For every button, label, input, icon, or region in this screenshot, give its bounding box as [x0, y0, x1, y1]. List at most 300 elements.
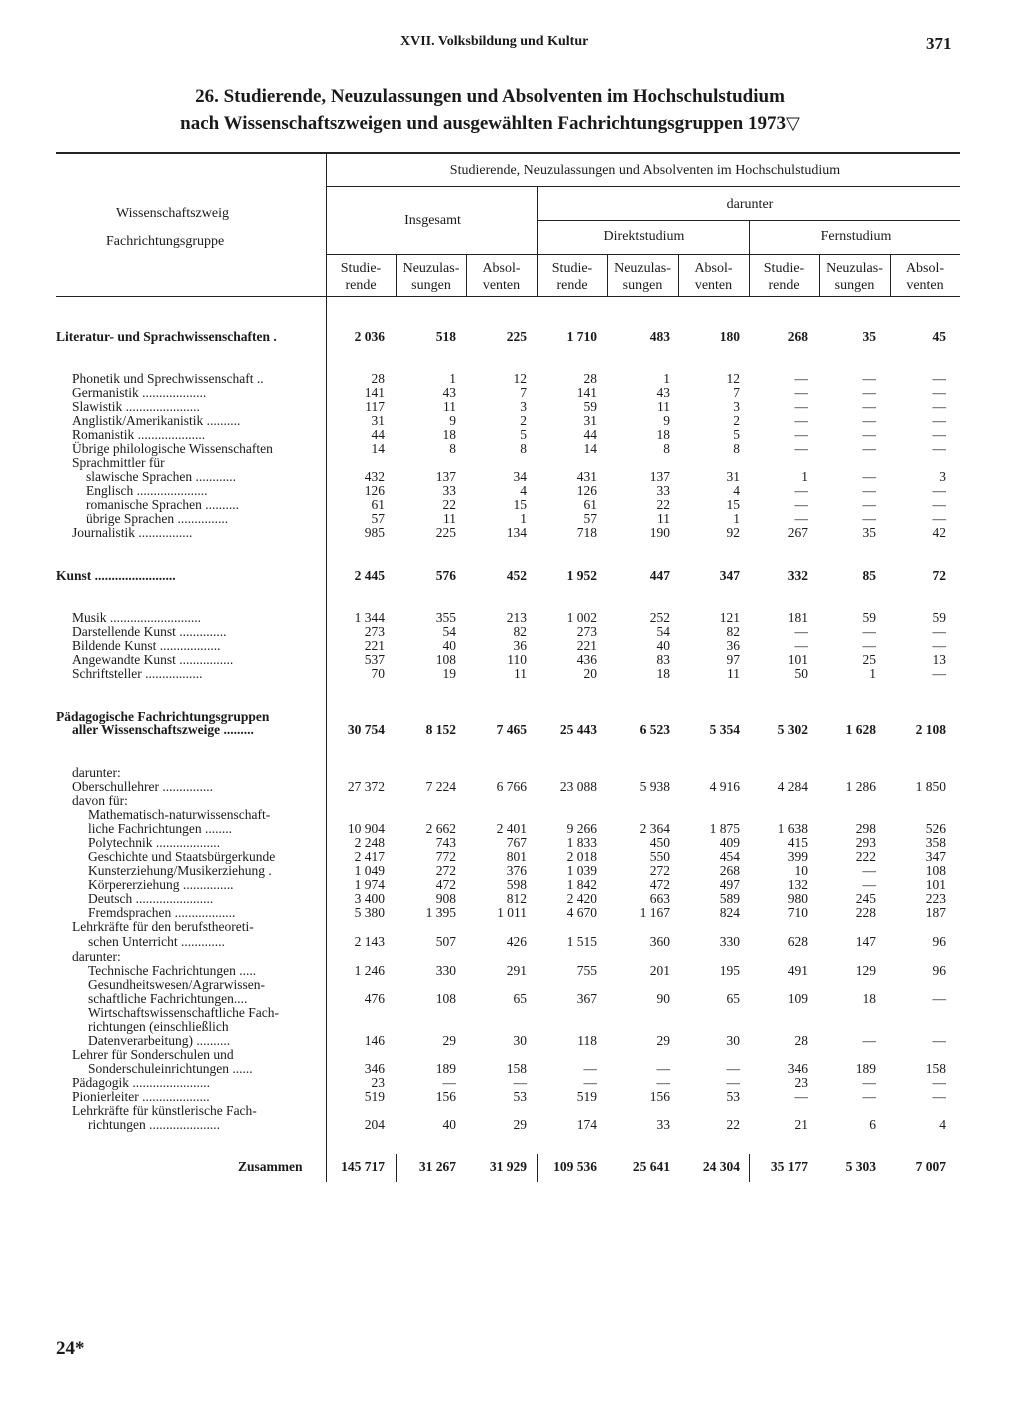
table-cell: 1 875 — [709, 821, 740, 836]
table-cell: 330 — [435, 963, 456, 978]
row-label: aller Wissenschaftszweige ......... — [72, 722, 254, 737]
table-cell: — — [656, 1061, 670, 1076]
table-cell: 10 — [794, 863, 808, 878]
row-label: Literatur- und Sprachwissenschaften . — [56, 329, 277, 344]
table-cell: 189 — [855, 1061, 876, 1076]
table-cell: 1 — [869, 666, 876, 681]
table-cell: — — [794, 624, 808, 639]
table-cell: 35 177 — [770, 1159, 808, 1174]
table-cell: 54 — [442, 624, 456, 639]
row-label: romanische Sprachen .......... — [86, 497, 239, 512]
table-cell: 8 152 — [425, 722, 456, 737]
table-cell: 137 — [649, 469, 670, 484]
row-label: Musik ........................... — [72, 610, 202, 625]
table-cell: 589 — [719, 891, 740, 906]
table-cell: 5 354 — [709, 722, 740, 737]
table-cell: — — [862, 1075, 876, 1090]
table-cell: 11 — [727, 666, 740, 681]
table-cell: 1 286 — [845, 779, 876, 794]
row-label: Oberschullehrer ............... — [72, 779, 213, 794]
table-cell: 1 344 — [354, 610, 385, 625]
table-cell: 29 — [656, 1033, 670, 1048]
table-cell: 31 — [583, 413, 597, 428]
row-label: richtungen (einschließlich — [88, 1019, 229, 1034]
table-cell: 36 — [726, 638, 740, 653]
table-cell: — — [794, 399, 808, 414]
row-label: Bildende Kunst .................. — [72, 638, 221, 653]
table-cell: 812 — [506, 891, 527, 906]
table-cell: 190 — [649, 525, 670, 540]
table-cell: 519 — [364, 1089, 385, 1104]
table-cell: 767 — [506, 835, 527, 850]
table-cell: 5 — [520, 427, 527, 442]
table-cell: 11 — [443, 511, 456, 526]
header-rule-subcols — [326, 254, 960, 255]
header-vline-stub — [326, 152, 327, 1182]
table-cell: 273 — [364, 624, 385, 639]
table-cell: 109 536 — [553, 1159, 597, 1174]
header-fernstudium: Fernstudium — [820, 229, 892, 244]
table-cell: 129 — [855, 963, 876, 978]
row-label: Schriftsteller ................. — [72, 666, 203, 681]
table-cell: 267 — [787, 525, 808, 540]
table-cell: 9 266 — [566, 821, 597, 836]
table-cell: 772 — [435, 849, 456, 864]
table-cell: 3 — [939, 469, 946, 484]
table-cell: 472 — [649, 877, 670, 892]
row-label: Körpererziehung ............... — [88, 877, 234, 892]
table-cell: 33 — [656, 483, 670, 498]
table-title — [40, 84, 940, 137]
table-cell: 54 — [656, 624, 670, 639]
table-cell: 65 — [513, 991, 527, 1006]
table-cell: — — [862, 1033, 876, 1048]
table-cell: 156 — [649, 1089, 670, 1104]
table-cell: 189 — [435, 1061, 456, 1076]
row-label: Darstellende Kunst .............. — [72, 624, 227, 639]
table-cell: 96 — [932, 934, 946, 949]
table-cell: 483 — [649, 329, 670, 344]
table-cell: 5 380 — [354, 905, 385, 920]
row-label: Journalistik ................ — [72, 525, 193, 540]
table-cell: — — [442, 1075, 456, 1090]
table-cell: — — [794, 385, 808, 400]
table-cell: 158 — [506, 1061, 527, 1076]
table-cell: 90 — [656, 991, 670, 1006]
table-cell: — — [656, 1075, 670, 1090]
table-cell: 126 — [364, 483, 385, 498]
table-cell: 1 167 — [639, 905, 670, 920]
table-cell: 3 400 — [354, 891, 385, 906]
table-cell: 92 — [726, 525, 740, 540]
col-header-studierende-3: Studie- rende — [763, 261, 805, 293]
table-cell: 598 — [506, 877, 527, 892]
table-cell: 7 — [520, 385, 527, 400]
table-cell: 126 — [576, 483, 597, 498]
table-cell: 5 303 — [845, 1159, 876, 1174]
table-cell: 6 — [869, 1117, 876, 1132]
table-cell: — — [794, 441, 808, 456]
table-cell: 519 — [576, 1089, 597, 1104]
table-cell: — — [932, 399, 946, 414]
table-cell: — — [932, 441, 946, 456]
table-cell: 121 — [719, 610, 740, 625]
table-cell: 24 304 — [702, 1159, 740, 1174]
table-cell: 44 — [371, 427, 385, 442]
row-label: Fremdsprachen .................. — [88, 905, 236, 920]
table-cell: 272 — [435, 863, 456, 878]
table-cell: 507 — [435, 934, 456, 949]
table-cell: 132 — [787, 877, 808, 892]
stub-header-2: Fachrichtungsgruppe — [106, 234, 225, 249]
table-cell: 550 — [649, 849, 670, 864]
table-cell: 450 — [649, 835, 670, 850]
table-cell: 7 007 — [915, 1159, 946, 1174]
table-cell: 137 — [435, 469, 456, 484]
row-label: Lehrkräfte für den berufstheoreti- — [72, 919, 254, 934]
table-cell: 118 — [577, 1033, 597, 1048]
table-cell: 1 952 — [566, 568, 597, 583]
row-label: Slawistik ...................... — [72, 399, 200, 414]
table-cell: 346 — [787, 1061, 808, 1076]
table-cell: 3 — [520, 399, 527, 414]
table-cell: — — [862, 624, 876, 639]
table-cell: — — [794, 1089, 808, 1104]
table-cell: 14 — [371, 441, 385, 456]
table-cell: 109 — [787, 991, 808, 1006]
table-cell: 42 — [932, 525, 946, 540]
header-direktstudium: Direktstudium — [603, 229, 685, 244]
table-cell: — — [932, 991, 946, 1006]
table-cell: — — [513, 1075, 527, 1090]
table-cell: 35 — [862, 525, 876, 540]
table-cell: 108 — [435, 991, 456, 1006]
body-sep-c — [749, 1154, 750, 1182]
row-label: Geschichte und Staatsbürgerkunde — [88, 849, 276, 864]
table-cell: 10 904 — [347, 821, 385, 836]
table-cell: 1 — [520, 511, 527, 526]
table-cell: 1 — [733, 511, 740, 526]
row-label: Pädagogik ....................... — [72, 1075, 210, 1090]
row-label: richtungen ..................... — [88, 1117, 220, 1132]
row-label: Übrige philologische Wissenschaften — [72, 441, 273, 456]
table-cell: 22 — [442, 497, 456, 512]
table-cell: 330 — [719, 934, 740, 949]
table-cell: 452 — [506, 568, 527, 583]
table-cell: 272 — [649, 863, 670, 878]
header-rule-top-group — [326, 186, 960, 187]
table-cell: 801 — [506, 849, 527, 864]
table-cell: 1 842 — [566, 877, 597, 892]
table-cell: — — [862, 371, 876, 386]
table-cell: 141 — [364, 385, 385, 400]
table-cell: 181 — [787, 610, 808, 625]
table-cell: 4 916 — [709, 779, 740, 794]
table-cell: 70 — [371, 666, 385, 681]
row-label: Sprachmittler für — [72, 455, 165, 470]
table-cell: 1 833 — [566, 835, 597, 850]
table-cell: — — [932, 624, 946, 639]
table-cell: 376 — [506, 863, 527, 878]
table-cell: 2 662 — [425, 821, 456, 836]
table-cell: — — [862, 497, 876, 512]
header-insgesamt: Insgesamt — [404, 213, 461, 228]
table-cell: — — [932, 511, 946, 526]
table-cell: — — [726, 1075, 740, 1090]
table-cell: 518 — [435, 329, 456, 344]
table-cell: 252 — [649, 610, 670, 625]
table-cell: 85 — [862, 568, 876, 583]
table-cell: 1 — [801, 469, 808, 484]
table-cell: 399 — [787, 849, 808, 864]
table-cell: 12 — [726, 371, 740, 386]
table-cell: 454 — [719, 849, 740, 864]
table-cell: 29 — [513, 1117, 527, 1132]
stub-header-1: Wissenschaftszweig — [116, 206, 229, 221]
header-top-rule — [56, 152, 960, 154]
table-cell: 8 — [733, 441, 740, 456]
table-cell: 65 — [726, 991, 740, 1006]
row-label: Gesundheitswesen/Agrarwissen- — [88, 977, 265, 992]
title-line-1: 26. Studierende, Neuzulassungen und Absolventen im Hochschulstudium — [195, 86, 785, 107]
table-cell: 332 — [787, 568, 808, 583]
table-cell: 158 — [925, 1061, 946, 1076]
row-label: Englisch ..................... — [86, 483, 208, 498]
table-cell: 25 641 — [632, 1159, 670, 1174]
table-cell: 61 — [583, 497, 597, 512]
table-cell: 30 — [726, 1033, 740, 1048]
table-cell: — — [932, 483, 946, 498]
table-cell: 29 — [442, 1033, 456, 1048]
header-group-top: Studierende, Neuzulassungen und Absolventen im Hochschulstudium — [449, 163, 841, 178]
table-cell: 5 938 — [639, 779, 670, 794]
row-label: Germanistik ................... — [72, 385, 207, 400]
col-header-neuzulassungen-3: Neuzulas- sungen — [826, 261, 883, 293]
table-cell: 59 — [932, 610, 946, 625]
table-cell: — — [932, 1089, 946, 1104]
table-cell: 1 011 — [497, 905, 527, 920]
table-cell: 8 — [663, 441, 670, 456]
table-cell: 213 — [506, 610, 527, 625]
table-cell: — — [862, 413, 876, 428]
table-cell: 59 — [583, 399, 597, 414]
table-cell: 426 — [506, 934, 527, 949]
table-cell: 40 — [442, 1117, 456, 1132]
table-cell: 743 — [435, 835, 456, 850]
table-cell: 53 — [726, 1089, 740, 1104]
row-label: Pionierleiter .................... — [72, 1089, 210, 1104]
table-cell: — — [932, 666, 946, 681]
row-label: übrige Sprachen ............... — [86, 511, 229, 526]
table-cell: 2 445 — [354, 568, 385, 583]
table-cell: — — [932, 371, 946, 386]
body-sep-a — [396, 1154, 397, 1182]
table-cell: 2 364 — [639, 821, 670, 836]
table-cell: 9 — [663, 413, 670, 428]
table-cell: 346 — [364, 1061, 385, 1076]
table-cell: 59 — [862, 610, 876, 625]
table-cell: — — [862, 427, 876, 442]
col-header-neuzulassungen-1: Neuzulas- sungen — [402, 261, 460, 293]
table-cell: 576 — [435, 568, 456, 583]
table-cell: 447 — [649, 568, 670, 583]
table-cell: 8 — [449, 441, 456, 456]
table-cell: — — [862, 469, 876, 484]
table-cell: 30 — [513, 1033, 527, 1048]
col-header-absolventen-1: Absol- venten — [482, 261, 521, 293]
table-cell: — — [794, 371, 808, 386]
table-cell: 134 — [506, 525, 527, 540]
table-cell: 53 — [513, 1089, 527, 1104]
table-cell: 347 — [719, 568, 740, 583]
table-cell: — — [932, 413, 946, 428]
col-header-absolventen-3: Absol- venten — [905, 261, 945, 293]
row-label: liche Fachrichtungen ........ — [88, 821, 232, 836]
table-cell: 23 — [371, 1075, 385, 1090]
row-label: Datenverarbeitung) .......... — [88, 1033, 231, 1048]
table-cell: 8 — [520, 441, 527, 456]
table-cell: 472 — [435, 877, 456, 892]
table-cell: — — [862, 511, 876, 526]
table-cell: 57 — [583, 511, 597, 526]
table-cell: 27 372 — [347, 779, 385, 794]
table-cell: 2 108 — [915, 722, 946, 737]
table-cell: 97 — [726, 652, 740, 667]
table-cell: 3 — [733, 399, 740, 414]
table-cell: 147 — [855, 934, 876, 949]
table-cell: 1 395 — [425, 905, 456, 920]
table-cell: 201 — [649, 963, 670, 978]
row-label: Pädagogische Fachrichtungsgruppen — [56, 709, 270, 724]
row-label: Wirtschaftswissenschaftliche Fach- — [88, 1005, 280, 1020]
triangle-mark-icon: ▽ — [785, 113, 800, 133]
table-cell: 18 — [862, 991, 876, 1006]
table-cell: 33 — [656, 1117, 670, 1132]
header-bottom-rule — [56, 296, 960, 297]
table-cell: 526 — [925, 821, 946, 836]
table-cell: 5 — [733, 427, 740, 442]
table-cell: 108 — [435, 652, 456, 667]
table-cell: — — [862, 441, 876, 456]
table-cell: 44 — [583, 427, 597, 442]
header-darunter: darunter — [726, 197, 774, 212]
table-cell: — — [932, 638, 946, 653]
table-cell: 1 049 — [354, 863, 385, 878]
table-cell: 225 — [506, 329, 527, 344]
title-line-2: nach Wissenschaftszweigen und ausgewählten Fachrichtungsgruppen 1973▽ — [180, 113, 800, 134]
row-label: Lehrer für Sonderschulen und — [72, 1047, 234, 1062]
row-label: Phonetik und Sprechwissenschaft .. — [72, 371, 264, 386]
table-cell: 145 717 — [341, 1159, 385, 1174]
table-cell: 367 — [576, 991, 597, 1006]
table-cell: 156 — [435, 1089, 456, 1104]
row-label: Technische Fachrichtungen ..... — [88, 963, 257, 978]
table-cell: 497 — [719, 877, 740, 892]
table-cell: 1 710 — [566, 329, 597, 344]
table-cell: 7 224 — [425, 779, 456, 794]
table-cell: 491 — [787, 963, 808, 978]
table-cell: 755 — [576, 963, 597, 978]
table-cell: 1 — [449, 371, 456, 386]
table-cell: 28 — [371, 371, 385, 386]
table-cell: 187 — [925, 905, 946, 920]
table-cell: 432 — [364, 469, 385, 484]
col-header-absolventen-2: Absol- venten — [694, 261, 733, 293]
table-cell: 101 — [925, 877, 946, 892]
table-cell: 72 — [932, 568, 946, 583]
table-cell: 31 929 — [489, 1159, 527, 1174]
table-cell: 2 036 — [354, 329, 385, 344]
table-cell: 431 — [576, 469, 597, 484]
table-cell: 20 — [583, 666, 597, 681]
table-cell: 908 — [435, 891, 456, 906]
table-cell: 4 284 — [777, 779, 808, 794]
table-cell: 2 — [733, 413, 740, 428]
table-cell: 268 — [787, 329, 808, 344]
table-cell: 985 — [364, 525, 385, 540]
table-cell: 23 088 — [559, 779, 597, 794]
table-cell: 14 — [583, 441, 597, 456]
table-cell: 2 417 — [354, 849, 385, 864]
table-cell: 223 — [925, 891, 946, 906]
row-label: Romanistik .................... — [72, 427, 206, 442]
table-cell: 101 — [787, 652, 808, 667]
table-cell: 4 — [733, 483, 740, 498]
table-cell: 22 — [726, 1117, 740, 1132]
table-cell: 82 — [513, 624, 527, 639]
row-label: Kunsterziehung/Musikerziehung . — [88, 863, 272, 878]
table-cell: 2 248 — [354, 835, 385, 850]
table-cell: 273 — [576, 624, 597, 639]
table-cell: 2 — [520, 413, 527, 428]
table-cell: — — [932, 385, 946, 400]
table-cell: 11 — [657, 511, 670, 526]
table-cell: 1 974 — [354, 877, 385, 892]
table-cell: 45 — [932, 329, 946, 344]
table-cell: 43 — [656, 385, 670, 400]
row-label: davon für: — [72, 793, 128, 808]
table-cell: 57 — [371, 511, 385, 526]
table-cell: 1 — [663, 371, 670, 386]
col-header-studierende-1: Studie- rende — [340, 261, 382, 293]
table-cell: 4 — [939, 1117, 946, 1132]
table-cell: 13 — [932, 652, 946, 667]
table-cell: — — [794, 497, 808, 512]
table-cell: 7 465 — [496, 722, 527, 737]
col-header-studierende-2: Studie- rende — [551, 261, 593, 293]
table-cell: 980 — [787, 891, 808, 906]
table-cell: 18 — [656, 427, 670, 442]
table-cell: 83 — [656, 652, 670, 667]
row-label: schaftliche Fachrichtungen.... — [88, 991, 248, 1006]
table-cell: 221 — [364, 638, 385, 653]
table-cell: — — [583, 1061, 597, 1076]
table-cell: — — [794, 427, 808, 442]
table-cell: 710 — [787, 905, 808, 920]
table-cell: 358 — [925, 835, 946, 850]
running-head: XVII. Volksbildung und Kultur — [400, 34, 589, 49]
table-cell: 1 515 — [566, 934, 597, 949]
table-cell: 7 — [733, 385, 740, 400]
table-cell: — — [794, 483, 808, 498]
table-cell: 204 — [364, 1117, 385, 1132]
table-cell: 628 — [787, 934, 808, 949]
row-label: darunter: — [72, 765, 121, 780]
table-cell: 476 — [364, 991, 385, 1006]
table-cell: — — [862, 877, 876, 892]
table-cell: 146 — [364, 1033, 385, 1048]
table-cell: 268 — [719, 863, 740, 878]
